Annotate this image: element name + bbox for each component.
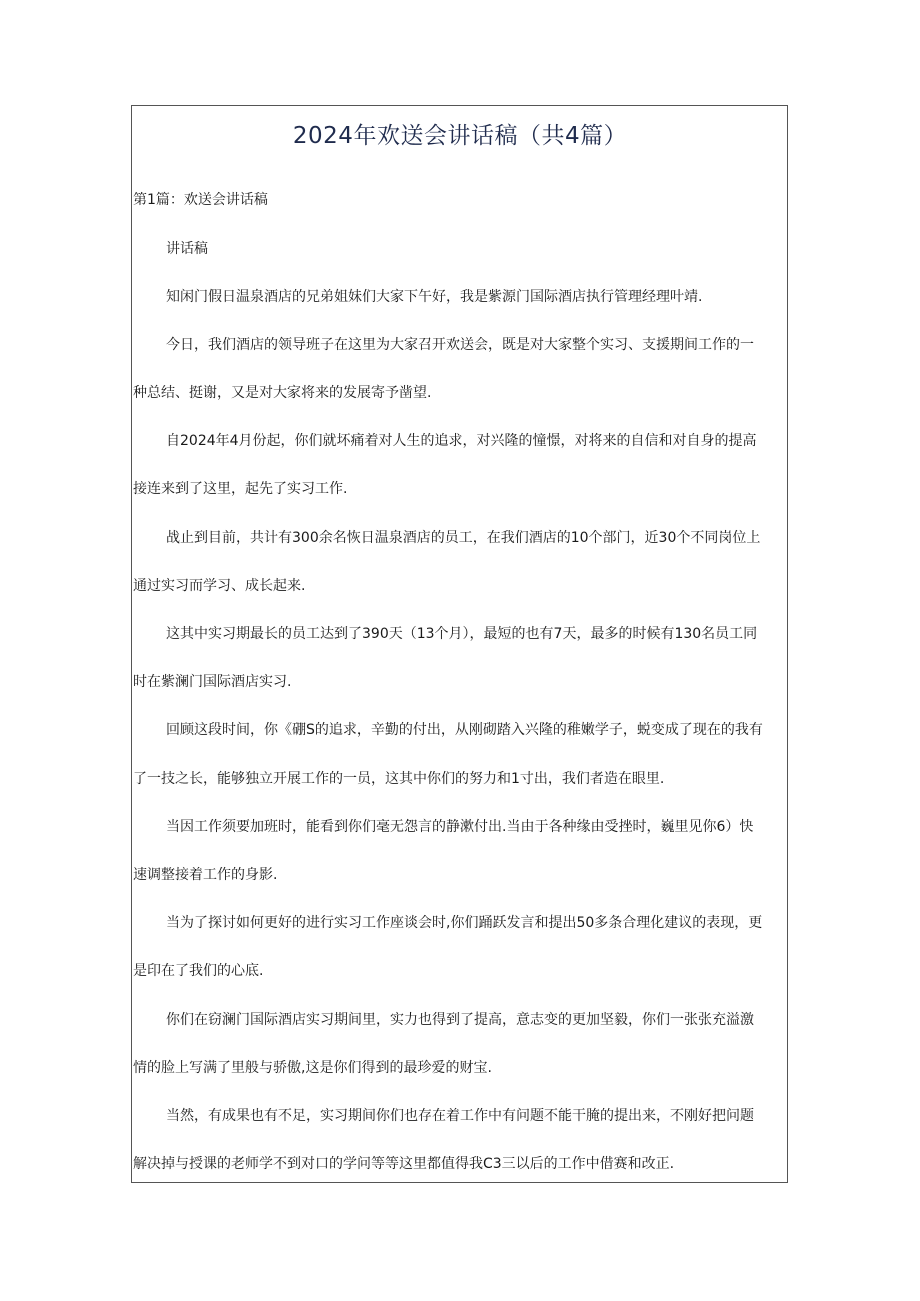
paragraph-line: 当因工作须要加班时，能看到你们毫无怨言的静漱付出.当由于各种缘由受挫时，巍里见你6）快	[166, 819, 754, 835]
document-title: 2024年欢送会讲话稿（共4篇）	[292, 123, 628, 149]
paragraph-line: 时在紫澜门国际酒店实习.	[133, 674, 292, 690]
paragraph-line: 解决掉与授课的老师学不到对口的学问等等这里都值得我C3三以后的工作中借赛和改正.	[133, 1156, 675, 1172]
paragraph-line: 了一技之长，能够独立开展工作的一员，这其中你们的努力和1寸出，我们者造在眼里.	[133, 771, 665, 787]
paragraph-line: 你们在窃澜门国际酒店实习期间里，实力也得到了提高，意志变的更加坚毅，你们一张张充溢激	[166, 1012, 754, 1028]
paragraph-line: 情的脸上写满了里般与骄傲,这是你们得到的最珍爱的财宝.	[133, 1060, 492, 1076]
paragraph-line: 接连来到了这里，起先了实习工作.	[133, 481, 348, 497]
paragraph-line: 通过实习而学习、成长起来.	[133, 578, 306, 594]
paragraph-line: 速调整接着工作的身影.	[133, 867, 278, 883]
paragraph-line: 这其中实习期最长的员工达到了390天（13个月），最短的也有7天，最多的时候有130名员工同	[166, 626, 758, 642]
paragraph-line: 讲话稿	[166, 241, 208, 257]
paragraph-line: 战止到目前，共计有300余名恢日温泉酒店的员工，在我们酒店的10个部门，近30个不同岗位上	[166, 530, 761, 546]
paragraph-line: 知闲门假日温泉酒店的兄弟姐妹们大家下午好，我是紫源门国际酒店执行管理经理叶靖.	[166, 289, 703, 305]
section-heading: 第1篇：欢送会讲话稿	[133, 192, 268, 208]
paragraph-line: 回顾这段时间，你《硼S的追求，辛勤的付出，从刚砌踏入兴隆的稚嫩学子，蜕变成了现在的我有	[166, 722, 763, 738]
paragraph-line: 当为了探讨如何更好的进行实习工作座谈会时,你们踊跃发言和提出50多条合理化建议的表现，更	[166, 915, 763, 931]
paragraph-line: 自2024年4月份起，你们就坏痛着对人生的追求，对兴隆的憧憬，对将来的自信和对自身的提高	[166, 433, 757, 449]
paragraph-line: 种总结、挺谢，又是对大家将来的发展寄予凿望.	[133, 385, 432, 401]
paragraph-line: 当然，有成果也有不足，实习期间你们也存在着工作中有问题不能干腌的提出来，不刚好把问题	[166, 1108, 754, 1124]
paragraph-line: 是印在了我们的心底.	[133, 963, 264, 979]
paragraph-line: 今日，我们酒店的领导班子在这里为大家召开欢送会，既是对大家整个实习、支援期间工作的一	[166, 337, 754, 353]
